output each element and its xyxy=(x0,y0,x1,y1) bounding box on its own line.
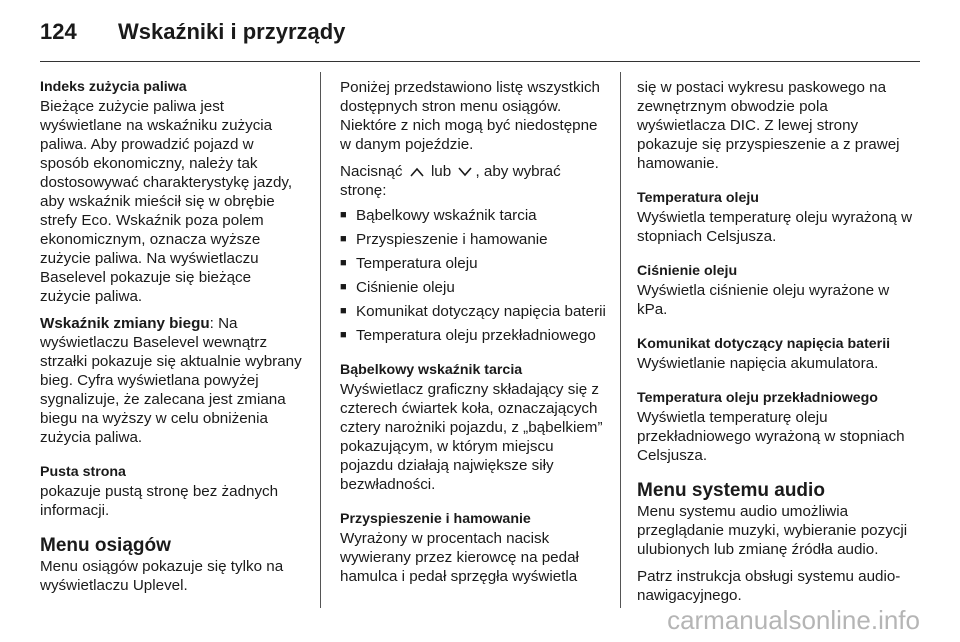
list-item: ■ Ciśnienie oleju xyxy=(340,278,608,297)
press-or: lub xyxy=(430,163,452,180)
section-heading-accel: Przyspieszenie i hamowanie xyxy=(340,511,531,527)
gear-text: : Na wyświetlaczu Baselevel wewnątrz strzałki pokazuje się aktualnie wybrany bieg. Cyfra wyświetlana powyżej sygnalizuje, że zalecana jest zmiana biegu na wyższy w celu obniżenia zużycia paliwa. xyxy=(40,315,302,446)
section-heading-audio: Menu systemu audio xyxy=(637,480,825,501)
header-rule xyxy=(40,61,920,62)
column-2 xyxy=(340,78,608,586)
watermark: carmanualsonline.info xyxy=(667,605,920,635)
page-number: 124 xyxy=(40,19,77,44)
section-heading-fuel: Indeks zużycia paliwa xyxy=(40,79,187,95)
battery-paragraph: Wyświetlanie napięcia akumulatora. xyxy=(637,355,879,372)
list-item: ■ Temperatura oleju xyxy=(340,254,608,273)
page-list xyxy=(340,206,608,345)
oil-pressure-paragraph: Wyświetla ciśnienie oleju wyrażone w kPa. xyxy=(637,282,890,318)
oil-temp-paragraph: Wyświetla temperaturę oleju wyrażoną w stopniach Celsjusza. xyxy=(637,209,913,245)
blank-paragraph: pokazuje pustą stronę bez żadnych informacji. xyxy=(40,483,279,519)
press-start: Nacisnąć xyxy=(340,163,403,180)
gear-paragraph xyxy=(40,314,302,447)
list-item: ■ Przyspieszenie i hamowanie xyxy=(340,230,608,249)
section-heading-battery: Komunikat dotyczący napięcia baterii xyxy=(637,336,891,352)
page-header xyxy=(40,14,345,50)
press-instruction xyxy=(340,162,608,200)
page-title: Wskaźniki i przyrządy xyxy=(118,19,346,44)
intro-paragraph: Poniżej przedstawiono listę wszystkich dostępnych stron menu osiągów. Niektóre z nich mogą być niedostępne w danym pojeździe. xyxy=(340,79,600,153)
section-heading-blank: Pusta strona xyxy=(40,464,126,480)
section-heading-oil-temp: Temperatura oleju xyxy=(637,190,759,206)
audio-reference: Patrz instrukcja obsługi systemu audio-nawigacyjnego. xyxy=(637,568,901,604)
column-divider-2 xyxy=(620,72,621,608)
column-divider-1 xyxy=(320,72,321,608)
performance-paragraph: Menu osiągów pokazuje się tylko na wyświetlaczu Uplevel. xyxy=(40,558,284,594)
audio-paragraph: Menu systemu audio umożliwia przeglądanie muzyki, wybieranie pozycji ulubionych lub zmianę źródła audio. xyxy=(637,503,908,558)
accel-continued-paragraph: się w postaci wykresu paskowego na zewnętrznym obwodzie pola wyświetlacza DIC. Z lewej strony pokazuje się przyspieszenie a z prawej hamowanie. xyxy=(637,79,900,172)
list-item: ■ Bąbelkowy wskaźnik tarcia xyxy=(340,206,608,225)
gear-label: Wskaźnik zmiany biegu xyxy=(40,315,210,332)
section-heading-trans-oil: Temperatura oleju przekładniowego xyxy=(637,390,878,406)
section-heading-oil-pressure: Ciśnienie oleju xyxy=(637,263,738,279)
column-1 xyxy=(40,78,302,595)
list-item: ■ Temperatura oleju przekładniowego xyxy=(340,326,608,345)
press-end: , aby wybrać stronę: xyxy=(340,163,561,199)
column-3 xyxy=(637,78,915,605)
chevron-down-icon xyxy=(458,167,472,177)
accel-paragraph: Wyrażony w procentach nacisk wywierany przez kierowcę na pedał hamulca i pedał sprzęgła wyświetla xyxy=(340,530,579,585)
chevron-up-icon xyxy=(410,167,424,177)
fuel-paragraph: Bieżące zużycie paliwa jest wyświetlane na wskaźniku zużycia paliwa. Aby prowadzić pojazd w sposób ekonomiczny, należy tak dostosowywać charakterystykę jazdy, aby wskaźnik mieścił się w obrębie strefy Eco. Wskaźnik poza polem ekonomicznym, oznacza wyższe zużycie paliwa. Na wyświetlaczu Baselevel pokazuje się bieżące zużycie paliwa. xyxy=(40,98,293,305)
trans-oil-paragraph: Wyświetla temperaturę oleju przekładniowego wyrażoną w stopniach Celsjusza. xyxy=(637,409,905,464)
section-heading-performance: Menu osiągów xyxy=(40,535,171,556)
section-heading-bubble: Bąbelkowy wskaźnik tarcia xyxy=(340,362,523,378)
bubble-paragraph: Wyświetlacz graficzny składający się z czterech ćwiartek koła, oznaczających cztery narożniki pojazdu, z „bąbelkiem” pokazującym, w którym miejscu pojazdu działają największe siły bezwładności. xyxy=(340,381,603,493)
list-item: ■ Komunikat dotyczący napięcia baterii xyxy=(340,302,608,321)
